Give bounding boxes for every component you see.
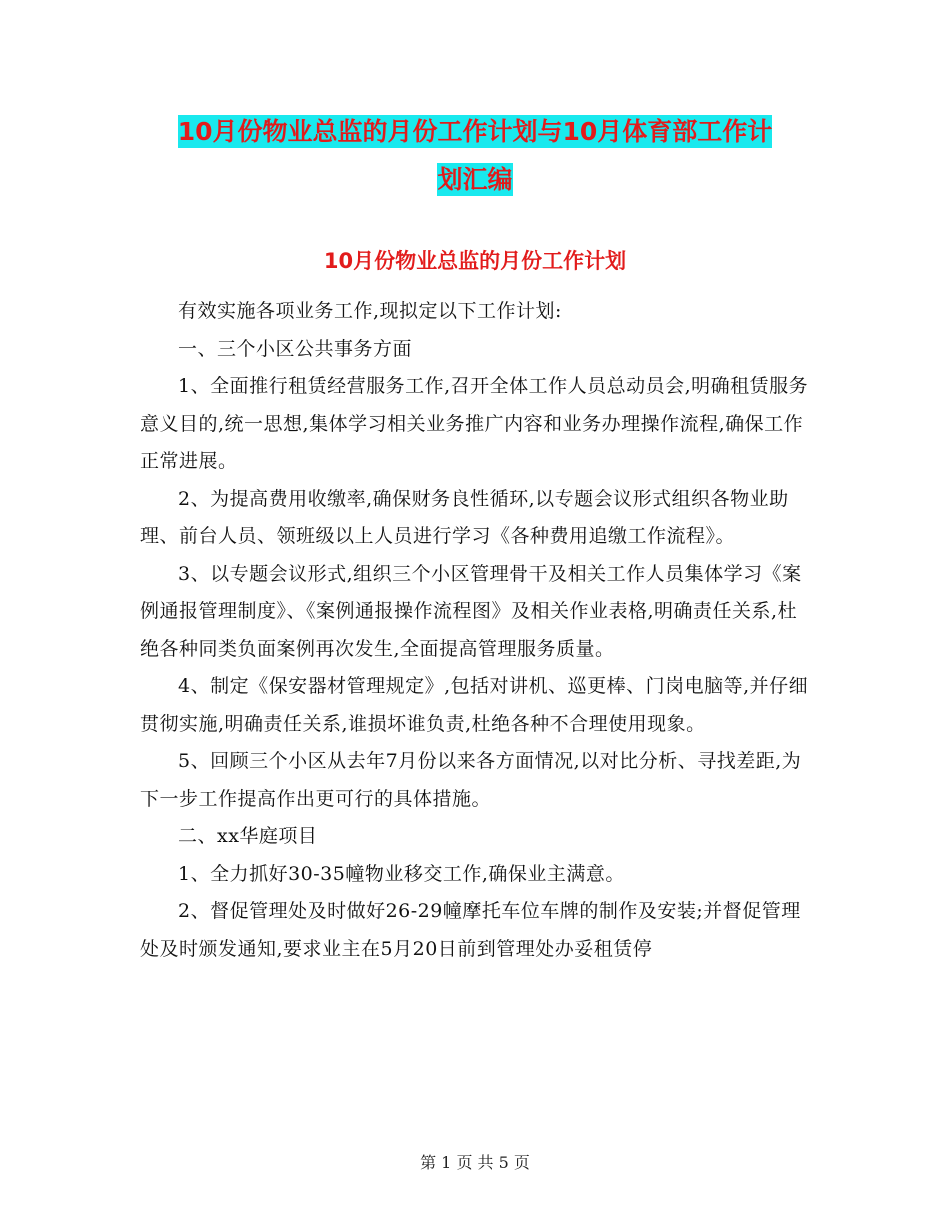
paragraph-heading-1: 一、三个小区公共事务方面 (178, 337, 413, 360)
section-title: 10月份物业总监的月份工作计划 (323, 249, 627, 273)
document-title (140, 108, 810, 204)
paragraph-item-4: 4、制定《保安器材管理规定》,包括对讲机、巡更棒、门岗电脑等,并仔细贯彻实施,明确责任关系,谁损坏谁负责,杜绝各种不合理使用现象。 (140, 675, 809, 735)
paragraph-intro: 有效实施各项业务工作,现拟定以下工作计划: (178, 300, 562, 322)
paragraph-item-7: 2、督促管理处及时做好26-29幢摩托车位车牌的制作及安装;并督促管理处及时颁发通知,要求业主在5月20日前到管理处办妥租赁停 (140, 900, 801, 960)
paragraph-heading-2: 二、xx华庭项目 (178, 825, 318, 847)
paragraph-item-5: 5、回顾三个小区从去年7月份以来各方面情况,以对比分析、寻找差距,为下一步工作提高作出更可行的具体措施。 (140, 750, 802, 810)
paragraph-item-3: 3、以专题会议形式,组织三个小区管理骨干及相关工作人员集体学习《案例通报管理制度》、《案例通报操作流程图》及相关作业表格,明确责任关系,杜绝各种同类负面案例再次发生,全面提高管理服务质量。 (140, 562, 802, 660)
paragraph-item-1: 1、全面推行租赁经营服务工作,召开全体工作人员总动员会,明确租赁服务意义目的,统一思想,集体学习相关业务推广内容和业务办理操作流程,确保工作正常进展。 (140, 375, 809, 472)
body-text (140, 293, 812, 968)
title-line-2: 划汇编 (437, 165, 513, 194)
paragraph-item-6: 1、全力抓好30-35幢物业移交工作,确保业主满意。 (178, 862, 625, 885)
page-footer: 第 1 页 共 5 页 (420, 1153, 530, 1172)
paragraph-item-2: 2、为提高费用收缴率,确保财务良性循环,以专题会议形式组织各物业助理、前台人员、领班级以上人员进行学习《各种费用追缴工作流程》。 (140, 487, 789, 547)
title-line-1: 10月份物业总监的月份工作计划与10月体育部工作计 (177, 117, 773, 146)
